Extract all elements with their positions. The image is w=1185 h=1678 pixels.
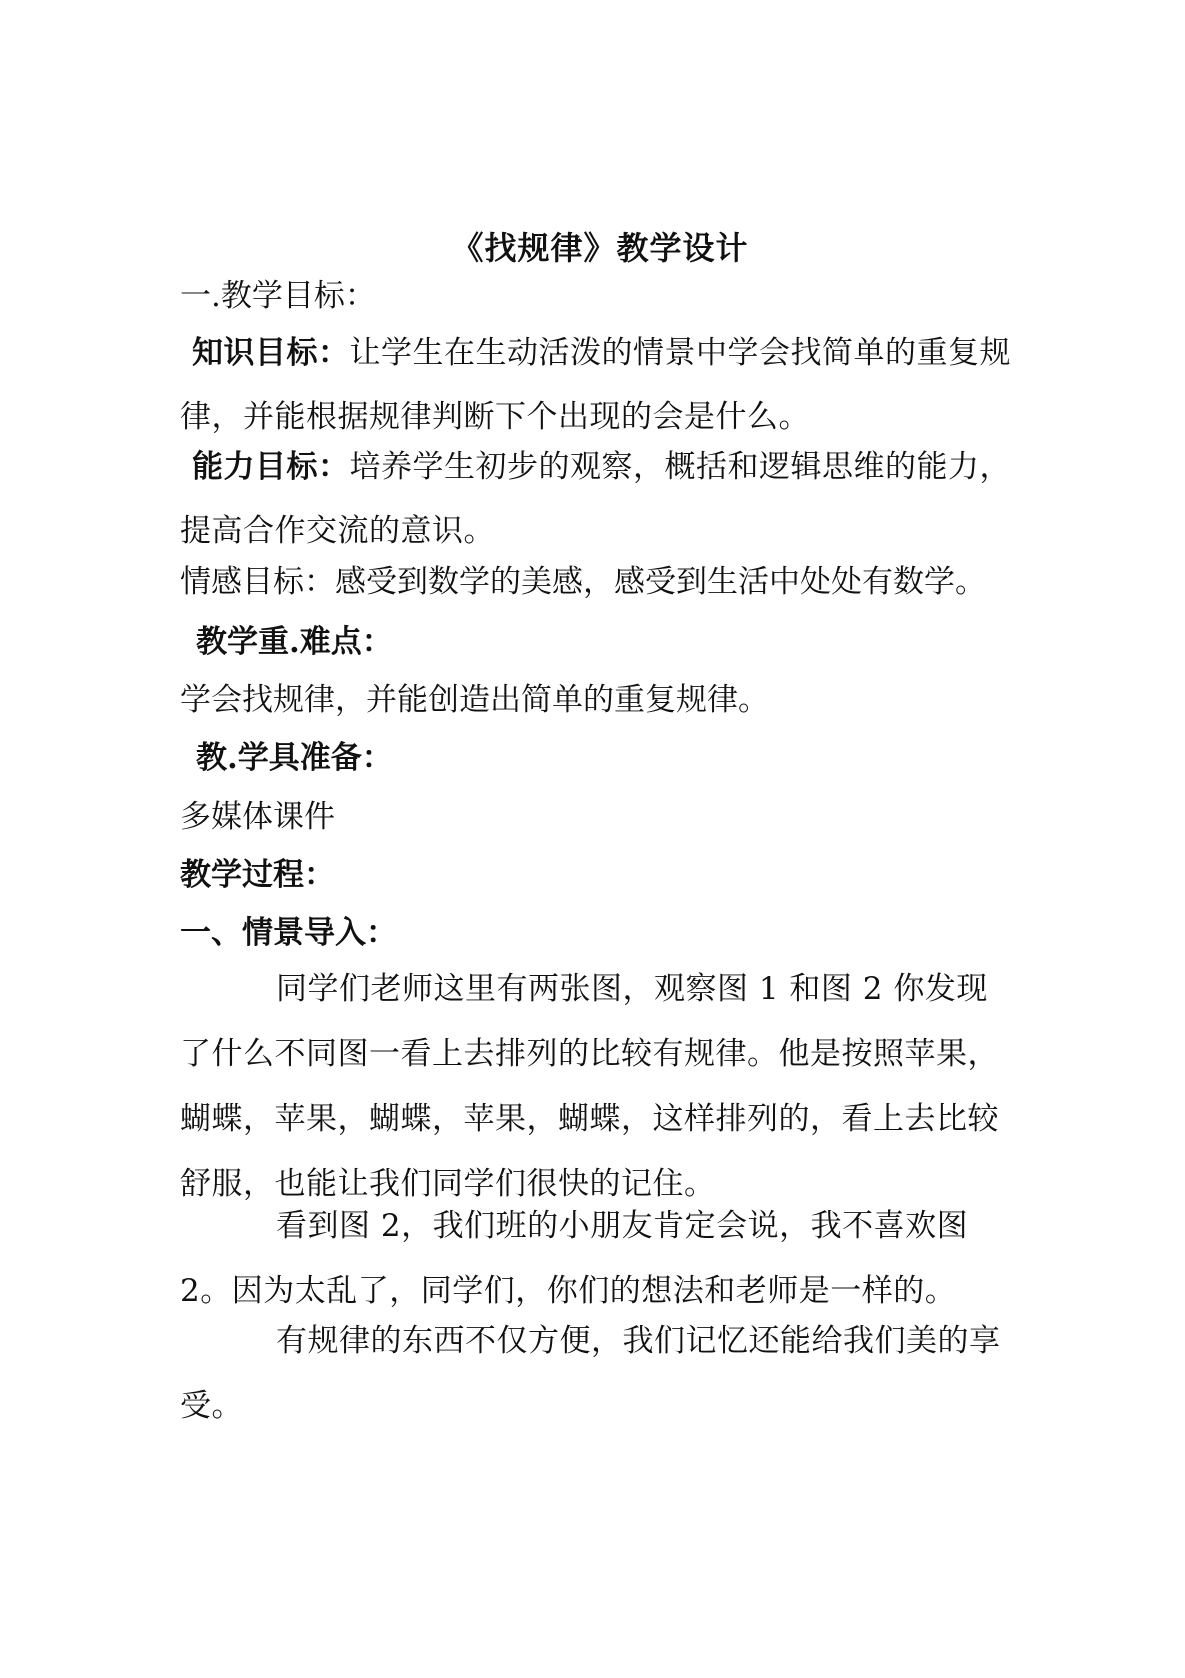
process-heading: 教学过程： <box>180 857 335 893</box>
knowledge-goal <box>180 321 1015 449</box>
knowledge-goal-text: 让学生在生动活泼的情景中学会找简单的重复规律，并能根据规律判断下个出现的会是什么。 <box>180 335 1011 435</box>
ability-goal-label: 能力目标： <box>192 449 350 485</box>
materials-heading: 教.学具准备： <box>196 740 393 776</box>
knowledge-goal-label: 知识目标： <box>192 335 350 371</box>
intro-paragraph-2: 看到图 2，我们班的小朋友肯定会说，我不喜欢图2。因为太乱了，同学们，你们的想法和老师是一样的。 <box>180 1208 969 1309</box>
intro-paragraph-3: 有规律的东西不仅方便，我们记忆还能给我们美的享受。 <box>180 1323 1001 1424</box>
materials-text: 多媒体课件 <box>180 799 335 835</box>
intro-heading: 一、情景导入： <box>180 915 397 951</box>
emotion-goal: 情感目标：感受到数学的美感，感受到生活中处处有数学。 <box>180 564 986 600</box>
section-heading-teaching-goals: 一.教学目标： <box>180 278 376 314</box>
key-points-heading: 教学重.难点： <box>196 624 393 660</box>
ability-goal <box>180 435 1015 563</box>
ability-goal-text: 培养学生初步的观察，概括和逻辑思维的能力，提高合作交流的意识。 <box>180 449 1011 549</box>
intro-paragraph-1: 同学们老师这里有两张图，观察图 1 和图 2 你发现了什么不同图一看上去排列的比较有规律。他是按照苹果，蝴蝶，苹果，蝴蝶，苹果，蝴蝶，这样排列的，看上去比较舒服，也能让我们同学们很快的记住。 <box>180 971 999 1202</box>
key-points-text: 学会找规律，并能创造出简单的重复规律。 <box>180 682 769 718</box>
document-title: 《找规律》教学设计 <box>451 229 749 267</box>
